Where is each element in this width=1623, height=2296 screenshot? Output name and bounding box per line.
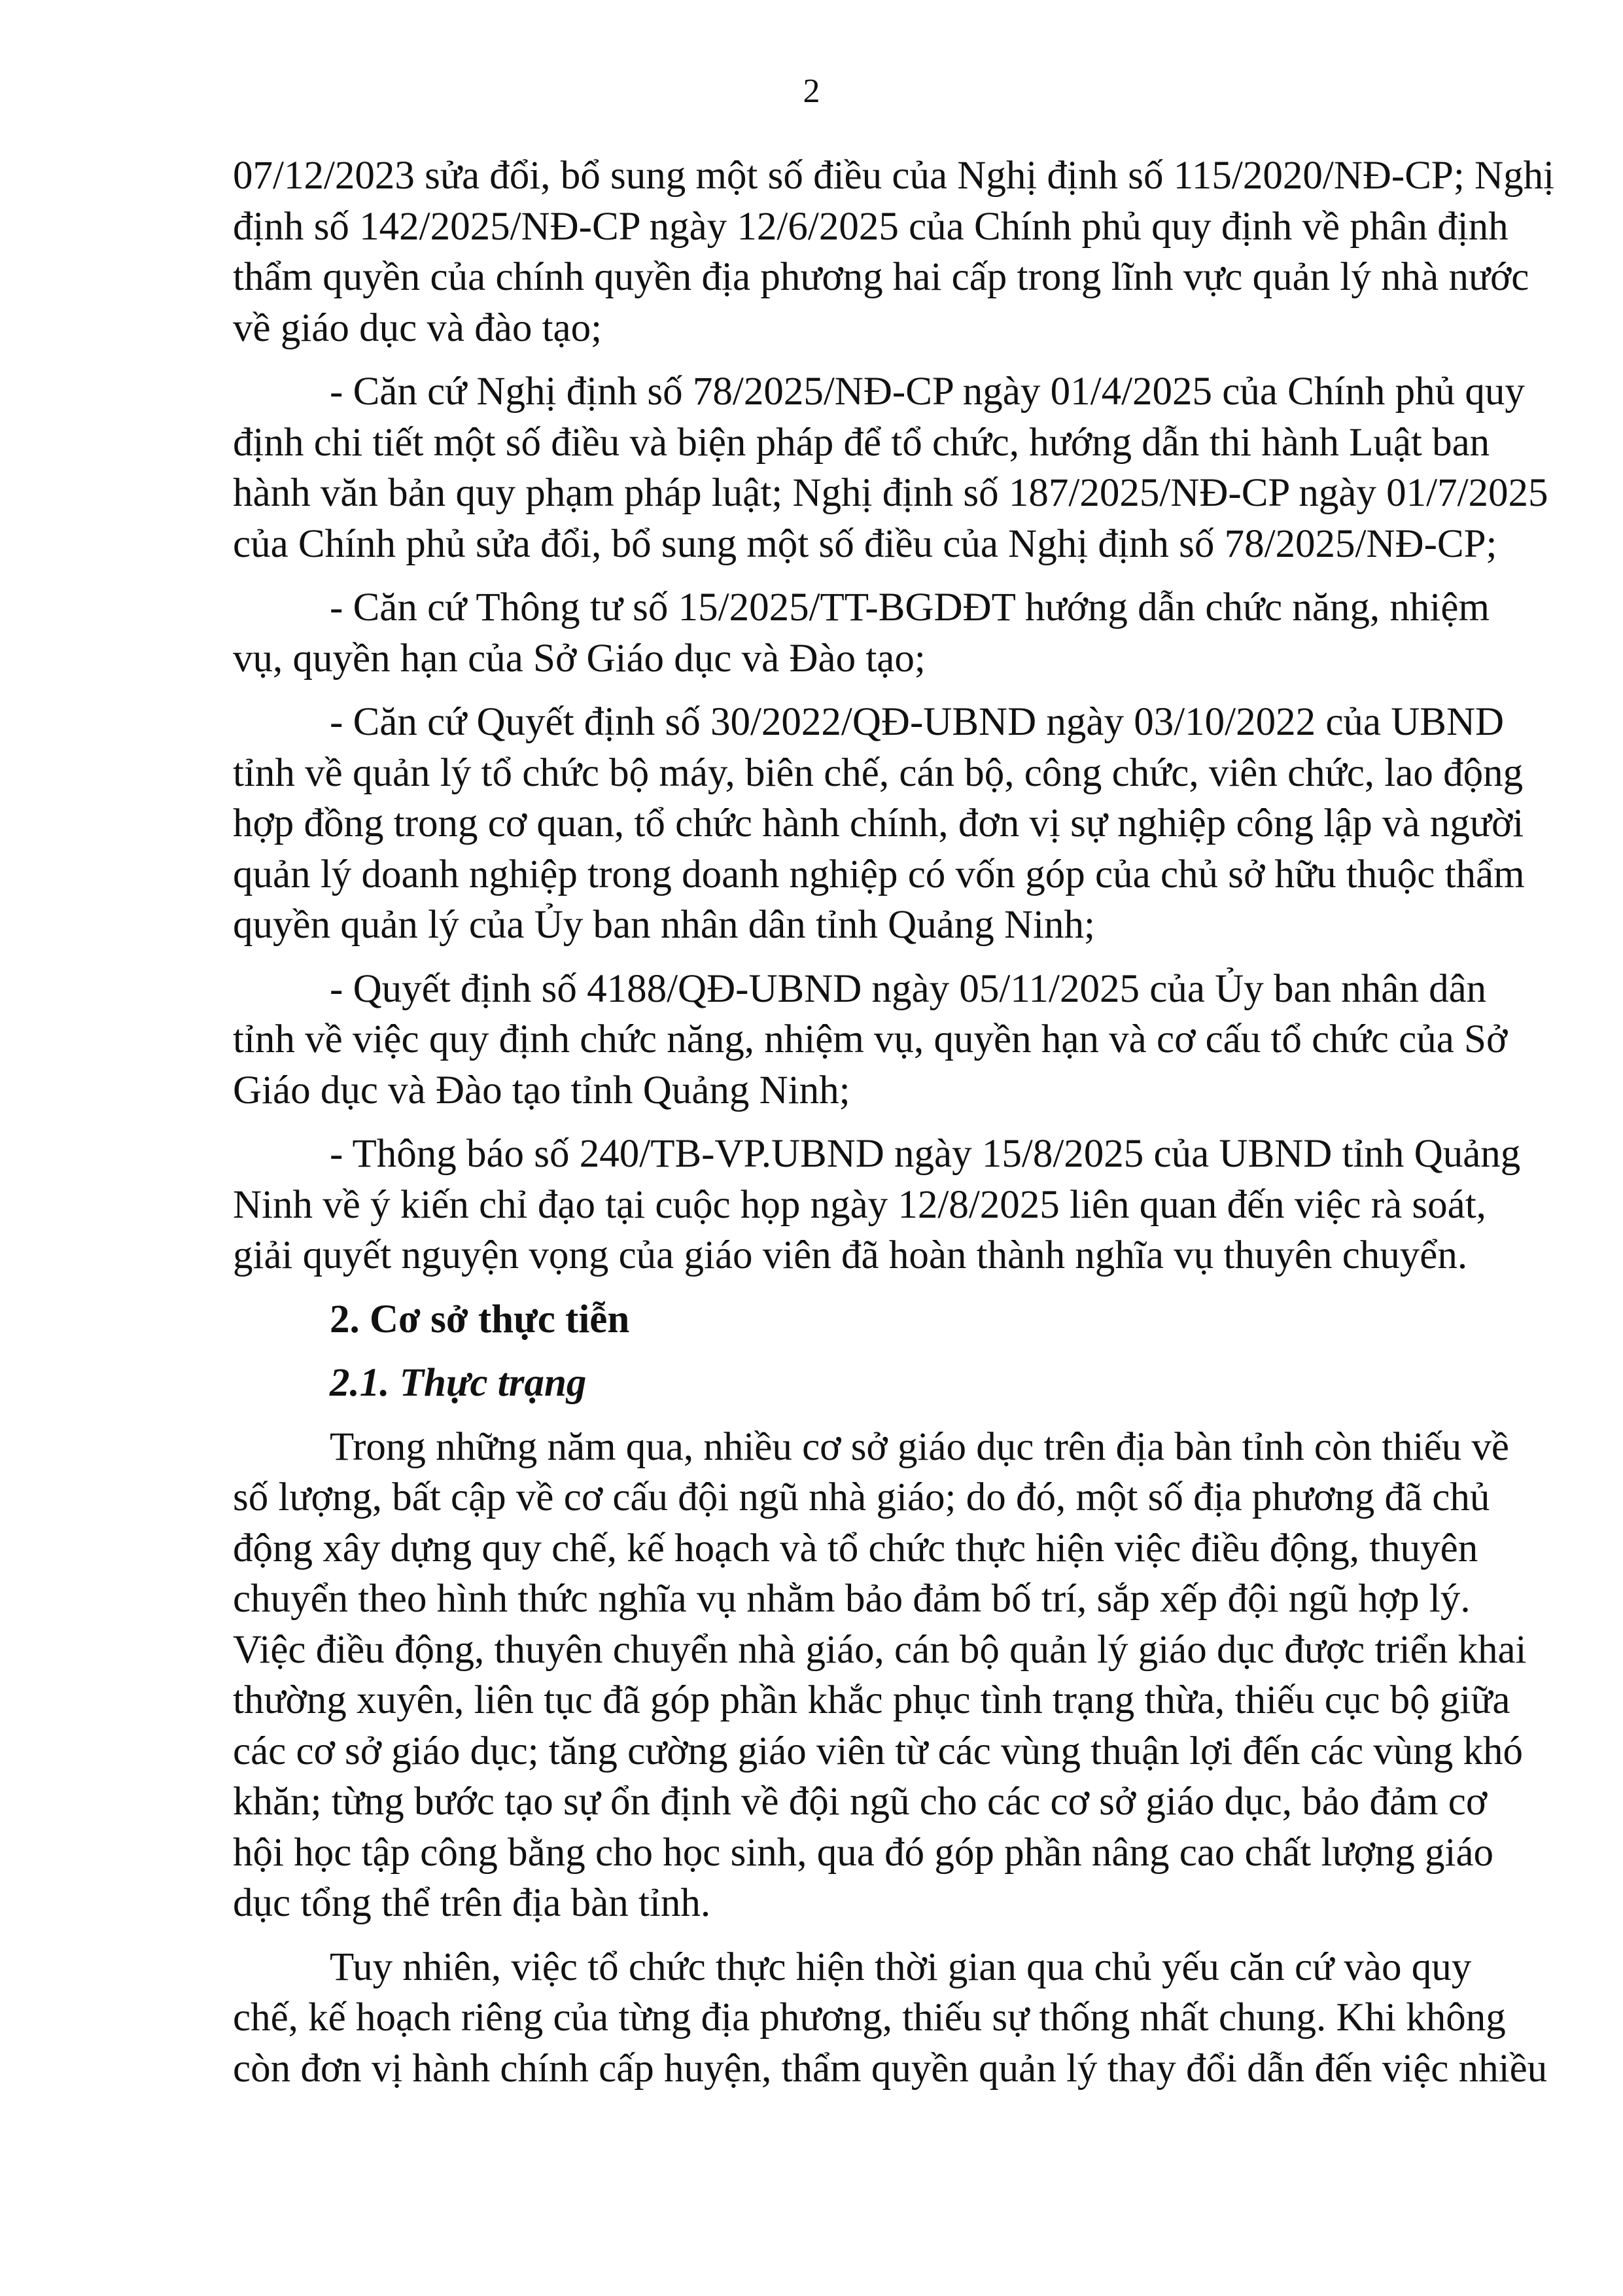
text-line: quản lý doanh nghiệp trong doanh nghiệp có vốn góp của chủ sở hữu thuộc thẩm	[233, 852, 1525, 896]
text-line: Tuy nhiên, việc tổ chức thực hiện thời gian qua chủ yếu căn cứ vào quy	[330, 1945, 1472, 1989]
text-line: số lượng, bất cập về cơ cấu đội ngũ nhà giáo; do đó, một số địa phương đã chủ	[233, 1475, 1490, 1519]
text-line: dục tổng thể trên địa bàn tỉnh.	[233, 1881, 711, 1925]
text-line: tỉnh về quản lý tổ chức bộ máy, biên chế, cán bộ, công chức, viên chức, lao động	[233, 751, 1524, 795]
text-line: - Quyết định số 4188/QĐ-UBND ngày 05/11/2025 của Ủy ban nhân dân	[330, 966, 1487, 1011]
text-line: Trong những năm qua, nhiều cơ sở giáo dục trên địa bàn tỉnh còn thiếu về	[330, 1424, 1509, 1469]
text-line: Việc điều động, thuyên chuyển nhà giáo, cán bộ quản lý giáo dục được triển khai	[233, 1627, 1527, 1672]
text-line: động xây dựng quy chế, kế hoạch và tổ chức thực hiện việc điều động, thuyên	[233, 1526, 1478, 1570]
text-line: chuyển theo hình thức nghĩa vụ nhằm bảo đảm bố trí, sắp xếp đội ngũ hợp lý.	[233, 1577, 1471, 1621]
text-line: thẩm quyền của chính quyền địa phương hai cấp trong lĩnh vực quản lý nhà nước	[233, 255, 1529, 299]
document-body	[233, 150, 1555, 2094]
section-heading: 2. Cơ sở thực tiễn	[330, 1297, 630, 1341]
text-line: giải quyết nguyện vọng của giáo viên đã hoàn thành nghĩa vụ thuyên chuyển.	[233, 1233, 1468, 1277]
text-line: - Căn cứ Thông tư số 15/2025/TT-BGDĐT hướng dẫn chức năng, nhiệm	[330, 586, 1490, 629]
text-line: 07/12/2023 sửa đổi, bổ sung một số điều của Nghị định số 115/2020/NĐ-CP; Nghị	[233, 154, 1555, 198]
text-line: tỉnh về việc quy định chức năng, nhiệm vụ, quyền hạn và cơ cấu tổ chức của Sở	[233, 1017, 1508, 1061]
text-line: - Căn cứ Nghị định số 78/2025/NĐ-CP ngày 01/4/2025 của Chính phủ quy	[330, 370, 1525, 414]
text-line: hành văn bản quy phạm pháp luật; Nghị định số 187/2025/NĐ-CP ngày 01/7/2025	[233, 471, 1548, 515]
text-line: Ninh về ý kiến chỉ đạo tại cuộc họp ngày 12/8/2025 liên quan đến việc rà soát,	[233, 1182, 1486, 1227]
text-line: - Thông báo số 240/TB-VP.UBND ngày 15/8/2025 của UBND tỉnh Quảng	[330, 1132, 1521, 1176]
text-line: định chi tiết một số điều và biện pháp để tổ chức, hướng dẫn thi hành Luật ban	[233, 420, 1490, 465]
text-line: còn đơn vị hành chính cấp huyện, thẩm quyền quản lý thay đổi dẫn đến việc nhiều	[233, 2046, 1548, 2091]
text-line: thường xuyên, liên tục đã góp phần khắc phục tình trạng thừa, thiếu cục bộ giữa	[233, 1678, 1510, 1722]
text-line: khăn; từng bước tạo sự ổn định về đội ngũ cho các cơ sở giáo dục, bảo đảm cơ	[233, 1780, 1488, 1824]
text-line: vụ, quyền hạn của Sở Giáo dục và Đào tạo;	[233, 636, 926, 680]
text-line: - Căn cứ Quyết định số 30/2022/QĐ-UBND ngày 03/10/2022 của UBND	[330, 700, 1505, 744]
text-line: Giáo dục và Đào tạo tỉnh Quảng Ninh;	[233, 1068, 850, 1112]
text-line: về giáo dục và đào tạo;	[233, 306, 602, 350]
subsection-heading: 2.1. Thực trạng	[330, 1361, 587, 1405]
text-line: hội học tập công bằng cho học sinh, qua đó góp phần nâng cao chất lượng giáo	[233, 1830, 1494, 1875]
page-number: 2	[803, 73, 820, 110]
text-line: định số 142/2025/NĐ-CP ngày 12/6/2025 của Chính phủ quy định về phân định	[233, 204, 1509, 249]
text-line: các cơ sở giáo dục; tăng cường giáo viên từ các vùng thuận lợi đến các vùng khó	[233, 1729, 1524, 1773]
text-line: chế, kế hoạch riêng của từng địa phương, thiếu sự thống nhất chung. Khi không	[233, 1996, 1506, 2040]
text-line: hợp đồng trong cơ quan, tổ chức hành chính, đơn vị sự nghiệp công lập và người	[233, 802, 1524, 845]
text-line: của Chính phủ sửa đổi, bổ sung một số điều của Nghị định số 78/2025/NĐ-CP;	[233, 521, 1497, 566]
text-line: quyền quản lý của Ủy ban nhân dân tỉnh Quảng Ninh;	[233, 903, 1095, 947]
